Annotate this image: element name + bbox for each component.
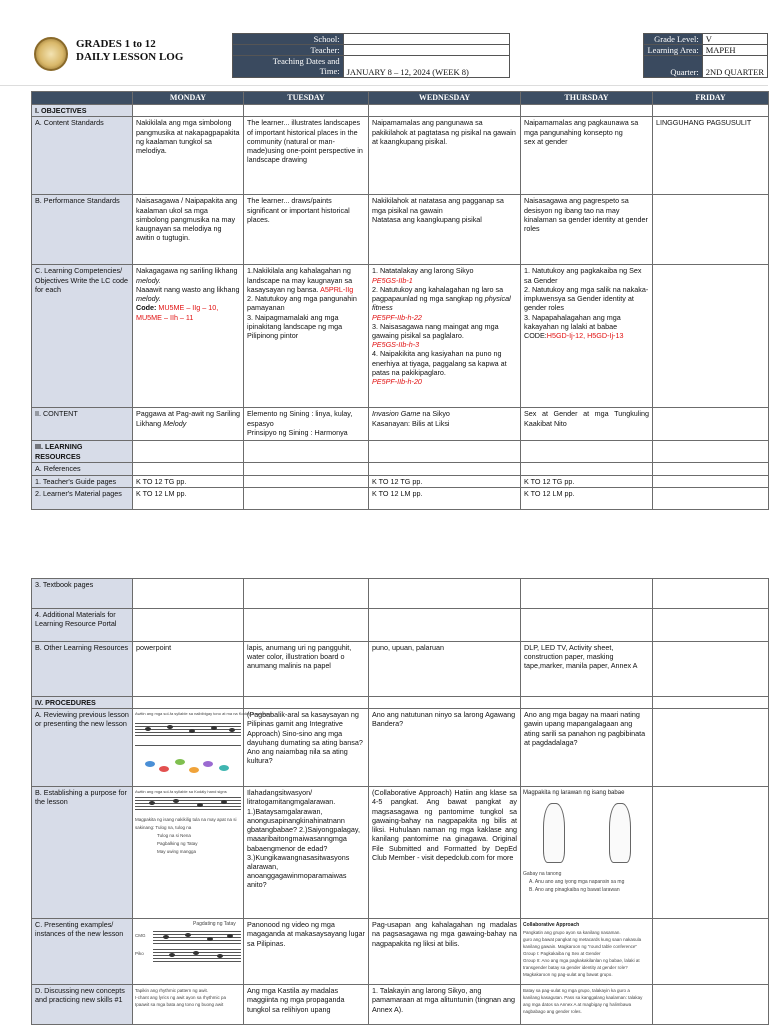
cell-content-tue: Elemento ng Sining : linya, kulay, espasyo Prinsipyo ng Sining : Harmonya xyxy=(244,408,369,441)
day-header-tuesday: TUESDAY xyxy=(244,92,369,105)
area-label: Learning Area: xyxy=(644,45,702,56)
cell-content-thu: Sex at Gender at mga Tungkuling Kaakibat Nito xyxy=(521,408,653,441)
cell-lm-wed: K TO 12 LM pp. xyxy=(369,487,521,509)
cell-review-wed: Ano ang natutunan ninyo sa larong Agawang Bandera? xyxy=(369,709,521,787)
row-label-content-standards: A. Content Standards xyxy=(32,117,133,195)
cell-review-tue: (Pagbabalik-aral sa kasaysayan ng Pilipinas gamit ang Integrative Approach) Sino-sino ang mga dayuhang dumating sa ating bansa? Ano ang naiambag nila sa ating kultura? xyxy=(244,709,369,787)
cell-content-wed: Invasion Game na Sikyo Kasanayan: Bilis at Liksi xyxy=(369,408,521,441)
row-label-purpose: B. Establishing a purpose for the lesson xyxy=(32,787,133,919)
cell-discuss-tue: Ang mga Kastila ay madalas maggiinta ng mga propaganda tungkol sa relihiyon upang xyxy=(244,985,369,1025)
header xyxy=(0,0,768,86)
cell-present-mon-image xyxy=(133,919,244,985)
cell-comp-wed: 1. Natatalakay ang larong Sikyo PE5GS-IIb-1 2. Natutukoy ang kahalagahan ng laro sa pagpapaunlad ng mga sangkap ng physical fitness PE5PF-IIb-h-22 3. Naisasagawa nang maingat ang mga gawaing pisikal sa paglalaro. PE5GS-IIb-h-3 4. Naipakikita ang kasiyahan na puno ng enerhiya at tiyaga, paggalang sa kapwa at patas na pakikipaglaro. PE5PF-IIb-h-20 xyxy=(369,265,521,408)
kodaly-illustration: Awitin ang mga sol-fa syllable sa Kodály hand signs Magpakita ng isang nakikilig tula na may apat na si sakinang: Tulog na, tulog na Tulog na si Nena Pagbalking ng Tatay May uwing mangga xyxy=(133,787,243,917)
school-value xyxy=(343,34,510,45)
cell-comp-mon: Nakagagawa ng sariling likhang melody. Naaawit nang wasto ang likhang melody. Code: MU5ME – IIg – 10, MU5ME – IIh – 11 xyxy=(133,265,244,408)
teacher-label: Teacher: xyxy=(233,45,344,56)
row-label-discussing: D. Discussing new concepts and practicing new skills #1 xyxy=(32,985,133,1025)
deped-seal-icon xyxy=(34,37,68,71)
solfa-illustration: Awitin ang mga sol-fa syllable sa naibibigay tono at ma na Kodály hand signs. xyxy=(133,709,243,785)
cell-review-mon-image xyxy=(133,709,273,787)
row-label-teachers-guide: 1. Teacher's Guide pages xyxy=(32,475,133,487)
cell-lm-mon: K TO 12 LM pp. xyxy=(133,487,244,509)
cell-purpose-wed: (Collaborative Approach) Hatiin ang klase sa 4-5 pangkat. Ang bawat pangkat ay magsasagawa ng pantomime tungkol sa gawaing-bahay na nagpapakita ng bilis at liksi. Huhulaan naman ng mga kaklase ang kanilang pantomime na ginagawa. Original File Submitted and Formatted by DepEd Club Member - visit depedclub.com for more xyxy=(369,787,521,919)
title-line2: DAILY LESSON LOG xyxy=(76,51,184,63)
row-label-textbook: 3. Textbook pages xyxy=(32,579,133,609)
cell-present-wed: Pag-usapan ang kahalagahan ng madalas na pagsasagawa ng mga gawaing-bahay na nagpapakita ng liksi at bilis. xyxy=(369,919,521,985)
cell-comp-tue: 1.Nakikilala ang kahalagahan ng landscape na may kaugnayan sa kasaysayan ng bansa. A5PRL-IIg 2. Natutukoy ang mga pangunahin pamayanan 3. Naipagmamalaki ang mga ipinakitang landscape ng mga Pilipinong pintor xyxy=(244,265,369,408)
cell-content-std-fri: LINGGUHANG PAGSUSULIT xyxy=(653,117,769,195)
dates-label: Teaching Dates and Time: xyxy=(233,56,344,78)
cell-other-tue: lapis, anumang uri ng pangguhit, water color, illustration board o anumang malinis na papel xyxy=(244,642,369,697)
cell-perf-std-mon: Naisasagawa / Naipapakita ang kaalaman ukol sa mga simbolong pangmusika na may kaugnayan sa melodiya ng awitin o tugtugin. xyxy=(133,195,244,265)
song-score-illustration: Pagdating ng Tatay CMG Piko xyxy=(133,919,243,983)
cell-perf-std-tue: The learner... draws/paints significant or important historical places. xyxy=(244,195,369,265)
cell-other-mon: powerpoint xyxy=(133,642,244,697)
row-label-other-resources: B. Other Learning Resources xyxy=(32,642,133,697)
quarter-value: 2ND QUARTER xyxy=(702,56,767,78)
row-label-content: II. CONTENT xyxy=(32,408,133,441)
cell-other-wed: puno, upuan, palaruan xyxy=(369,642,521,697)
grade-value: V xyxy=(702,34,767,45)
dates-value: JANUARY 8 – 12, 2024 (WEEK 8) xyxy=(343,56,510,78)
cell-discuss-thu-image xyxy=(521,985,653,1025)
school-label: School: xyxy=(233,34,344,45)
quarter-label: Quarter: xyxy=(644,56,702,78)
lesson-log-table-page1 xyxy=(31,91,769,510)
cell-lm-thu: K TO 12 LM pp. xyxy=(521,487,653,509)
gender-illustration: Magpakita ng larawan ng isang babae Gabay na tanong A. Anu ano ang iyong mga napansin sa mg B. Ano ang pinagkaiba ng bawat larawan xyxy=(521,787,652,917)
cell-purpose-mon-image xyxy=(133,787,244,919)
day-header-thursday: THURSDAY xyxy=(521,92,653,105)
procedures-heading: IV. PROCEDURES xyxy=(32,697,133,709)
cell-content-std-tue: The learner... illustrates landscapes of important historical places in the community (natural or man-made)using one-point perspective in landscape drawing xyxy=(244,117,369,195)
cell-content-std-thu: Naipamamalas ang pagkaunawa sa mga pangunahing konsepto ng sex at gender xyxy=(521,117,653,195)
row-label-reviewing: A. Reviewing previous lesson or presenting the new lesson xyxy=(32,709,133,787)
cell-other-thu: DLP, LED TV, Activity sheet, construction paper, masking tape,marker, manila paper, Annex A xyxy=(521,642,653,697)
cell-perf-std-thu: Naisasagawa ang pagrespeto sa desisyon ng ibang tao na may kinalaman sa gender identity at gender roles xyxy=(521,195,653,265)
rhythm-instructions-excerpt: Tapikin ang rhythmic pattern ng awit. I-chant ang lyrics ng awit ayon sa rhythmic pa Ipaawit sa mga bata ang tono ng buong awit xyxy=(135,988,227,1008)
day-header-monday: MONDAY xyxy=(133,92,244,105)
collaborative-approach-excerpt: Collaborative Approach Pangkatin ang grupo ayon sa kanilang nasaman. guro ang bawat pangkat ng metacards kung saan nakasula kanilang gawain. Magkaroon ng "round table conference" Group I: Pagkakaiba ng Sex at Gender Group II: Ano ang mga pagkakakilanlan ng babae, lalaki at transgender batay sa gender identity at gender role? Magkakaroon ng pag-uulat ang bawat grupo. xyxy=(523,922,642,978)
boy-figure-icon xyxy=(609,803,631,863)
cell-present-tue: Panonood ng video ng mga magaganda at makasaysayang lugar sa Pilipinas. xyxy=(244,919,369,985)
row-label-additional-materials: 4. Additional Materials for Learning Resource Portal xyxy=(32,609,133,642)
row-label-presenting: C. Presenting examples/ instances of the new lesson xyxy=(32,919,133,985)
learning-resources-heading: III. LEARNING RESOURCES xyxy=(32,441,133,463)
girl-figure-icon xyxy=(543,803,565,863)
cell-tg-mon: K TO 12 TG pp. xyxy=(133,475,244,487)
cell-purpose-thu-image xyxy=(521,787,653,919)
row-label-performance-standards: B. Performance Standards xyxy=(32,195,133,265)
cell-discuss-wed: 1. Talakayin ang larong Sikyo, ang pamamaraan at mga alituntunin (tingnan ang Annex A). xyxy=(369,985,521,1025)
cell-discuss-mon-image xyxy=(133,985,244,1025)
cell-comp-thu: 1. Natutukoy ang pagkakaiba ng Sex sa Gender 2. Natutukoy ang mga salik na nakaka-impluwensya sa Gender identity at gender roles 3. Napapahalagahan ang mga kakayahan ng lalaki at babae CODE:H5GD-Ij-12, H5GD-Ij-13 xyxy=(521,265,653,408)
cell-content-mon: Paggawa at Pag-awit ng Sariling Likhang Melody xyxy=(133,408,244,441)
row-label-learning-competencies: C. Learning Competencies/ Objectives Write the LC code for each xyxy=(32,265,133,408)
day-header-wednesday: WEDNESDAY xyxy=(369,92,521,105)
cell-perf-std-wed: Nakikilahok at natatasa ang pagganap sa mga pisikal na gawain Natatasa ang kaangkupang pisikal xyxy=(369,195,521,265)
cell-content-std-wed: Naipamamalas ang pangunawa sa pakikilahok at pagtatasa ng pisikal na gawain at kaangkupang pisikal. xyxy=(369,117,521,195)
cell-tg-thu: K TO 12 TG pp. xyxy=(521,475,653,487)
cell-present-thu-image xyxy=(521,919,653,985)
area-value: MAPEH xyxy=(702,45,767,56)
lesson-log-table-page2 xyxy=(31,578,769,1025)
title-line1: GRADES 1 to 12 xyxy=(76,38,156,50)
header-info-table xyxy=(232,33,768,78)
cell-content-std-mon: Nakikilala ang mga simbolong pangmusika at nakapagpapakita ng kaalaman tungkol sa melodiya. xyxy=(133,117,244,195)
row-label-references: A. References xyxy=(32,463,133,475)
day-header-friday: FRIDAY xyxy=(653,92,769,105)
cell-purpose-tue: Ilahadangsitwasyon/ litratogamitangmgalarawan. 1.)Bataysamgalarawan, anongusapinangkinahinatnann gbatangbabae? 2.)Saiyongpalagay, maaaribaitongmaiwasanngmga babaengmenor de edad? 3.)Kungikawangnasasitwasyons alarawan, anoanggagawinmoparamaiwas anito? xyxy=(244,787,369,919)
grade-label: Grade Level: xyxy=(644,34,702,45)
report-discussion-excerpt: Batay sa pag-uulat ng mga grupo, talakayin ka guro a kanilang kasagutan. Pass sa kanggalang kaalaman: talakay ang mga datos sa Annex A at magbigay ng halimbawa nagbabago ang gender roles. xyxy=(523,988,643,1015)
teacher-value xyxy=(343,45,510,56)
row-label-learners-material: 2. Learner's Material pages xyxy=(32,487,133,509)
cell-tg-wed: K TO 12 TG pp. xyxy=(369,475,521,487)
cell-review-thu: Ano ang mga bagay na maari nating gawin upang mapangalagaan ang ating sarili sa panahon ng pagbibinata at pagdadalaga? xyxy=(521,709,653,787)
objectives-heading: I. OBJECTIVES xyxy=(32,105,133,117)
